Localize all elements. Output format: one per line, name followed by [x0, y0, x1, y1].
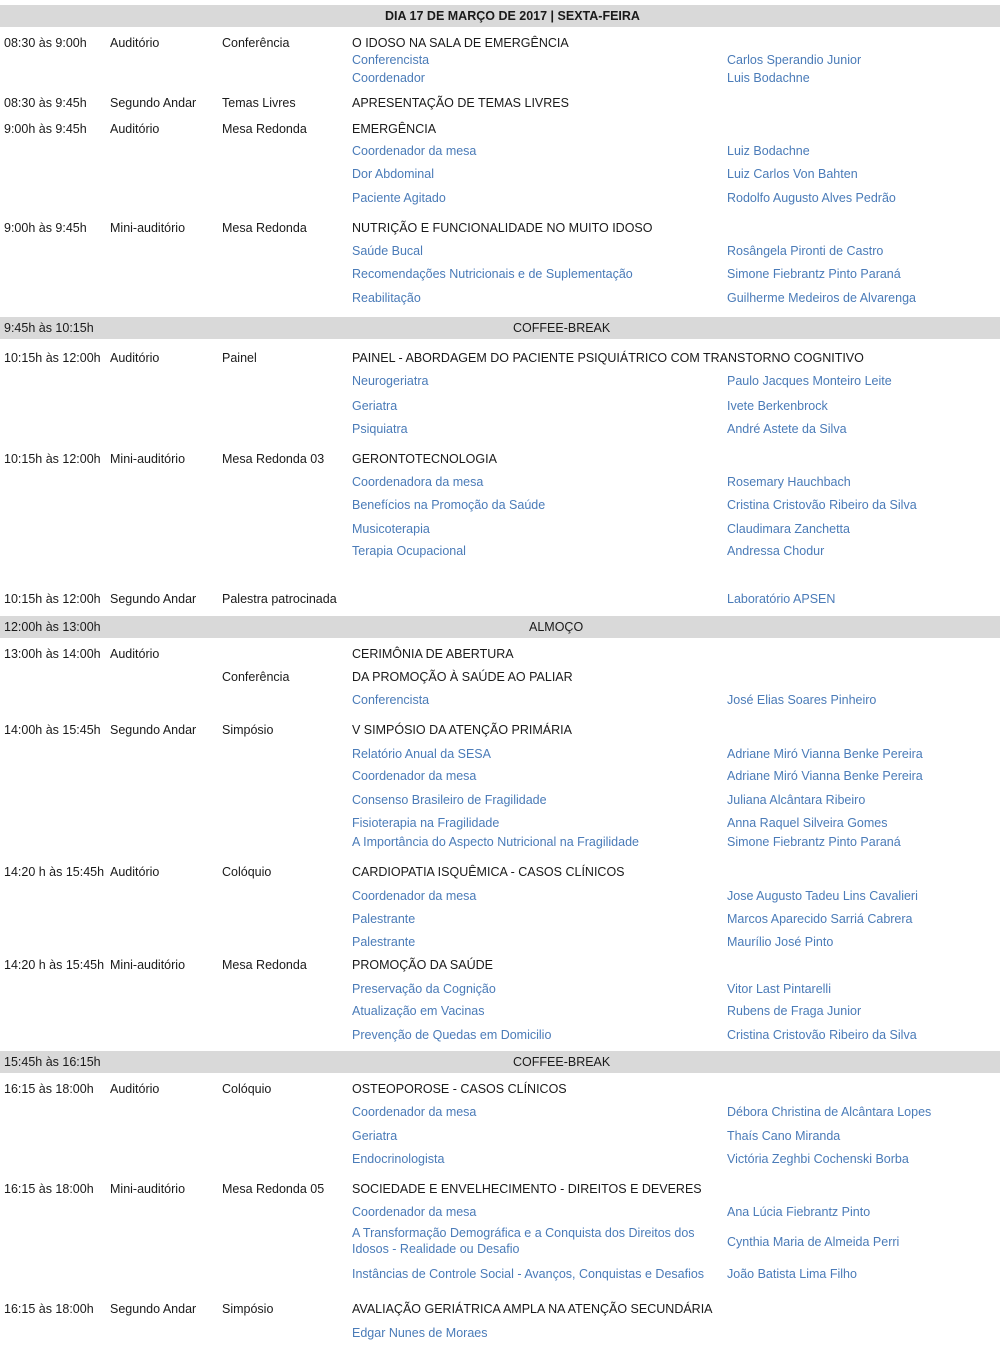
session-role: Conferencista [352, 53, 430, 67]
session-person: Claudimara Zanchetta [727, 522, 850, 536]
break-time: 15:45h às 16:15h [4, 1055, 101, 1069]
session-role: Coordenador da mesa [352, 769, 477, 783]
session-role: A Transformação Demográfica e a Conquista dos Direitos dos Idosos - Realidade ou Desafio [352, 1226, 695, 1256]
session-title: CARDIOPATIA ISQUÊMICA - CASOS CLÍNICOS [352, 865, 625, 879]
break-time: 9:45h às 10:15h [4, 321, 94, 335]
session-title: O IDOSO NA SALA DE EMERGÊNCIA [352, 36, 569, 50]
session-role: Endocrinologista [352, 1152, 445, 1166]
session-role: Palestrante [352, 935, 416, 949]
session-type: Colóquio [222, 865, 272, 879]
session-person: Thaís Cano Miranda [727, 1129, 841, 1143]
session-person: Rubens de Fraga Junior [727, 1004, 862, 1018]
session-person: Adriane Miró Vianna Benke Pereira [727, 747, 923, 761]
session-role: Terapia Ocupacional [352, 544, 466, 558]
session-person: João Batista Lima Filho [727, 1267, 857, 1281]
session-type: Temas Livres [222, 96, 296, 110]
session-role: Coordenador [352, 71, 425, 85]
session-role: Consenso Brasileiro de Fragilidade [352, 793, 547, 807]
break-band [0, 1051, 1000, 1073]
session-role: Neurogeriatra [352, 374, 429, 388]
session-time: 14:20 h às 15:45h [4, 865, 105, 879]
session-role: Psiquiatra [352, 422, 408, 436]
break-time: 12:00h às 13:00h [4, 620, 101, 634]
session-role: Coordenadora da mesa [352, 475, 484, 489]
session-title: GERONTOTECNOLOGIA [352, 452, 497, 466]
session-room: Segundo Andar [110, 1302, 197, 1316]
session-role: Saúde Bucal [352, 244, 423, 258]
session-time: 10:15h às 12:00h [4, 592, 101, 606]
session-person: André Astete da Silva [727, 422, 847, 436]
break-label: COFFEE-BREAK [513, 1055, 611, 1069]
session-type: Conferência [222, 36, 290, 50]
session-person: Simone Fiebrantz Pinto Paraná [727, 835, 901, 849]
session-role: Benefícios na Promoção da Saúde [352, 498, 546, 512]
session-room: Auditório [110, 647, 160, 661]
session-title: AVALIAÇÃO GERIÁTRICA AMPLA NA ATENÇÃO SECUNDÁRIA [352, 1302, 713, 1316]
session-time: 9:00h às 9:45h [4, 221, 87, 235]
session-type: Mesa Redonda [222, 958, 307, 972]
session-title: NUTRIÇÃO E FUNCIONALIDADE NO MUITO IDOSO [352, 221, 653, 235]
session-person: Andressa Chodur [727, 544, 825, 558]
session-role: Palestrante [352, 912, 416, 926]
session-person: Luiz Carlos Von Bahten [727, 167, 858, 181]
session-type: Conferência [222, 670, 290, 684]
session-role: Prevenção de Quedas em Domicilio [352, 1028, 552, 1042]
session-person: Laboratório APSEN [727, 592, 836, 606]
session-title: SOCIEDADE E ENVELHECIMENTO - DIREITOS E DEVERES [352, 1182, 702, 1196]
session-type: Simpósio [222, 1302, 274, 1316]
session-person: Victória Zeghbi Cochenski Borba [727, 1152, 909, 1166]
session-role: Coordenador da mesa [352, 889, 477, 903]
session-person: Carlos Sperandio Junior [727, 53, 862, 67]
session-person: Paulo Jacques Monteiro Leite [727, 374, 892, 388]
session-person: Ana Lúcia Fiebrantz Pinto [727, 1205, 871, 1219]
session-title: EMERGÊNCIA [352, 122, 437, 136]
session-title: CERIMÔNIA DE ABERTURA [352, 647, 514, 661]
break-label: ALMOÇO [529, 620, 584, 634]
session-room: Segundo Andar [110, 592, 197, 606]
session-title: DA PROMOÇÃO À SAÚDE AO PALIAR [352, 670, 573, 684]
session-role: Coordenador da mesa [352, 1105, 477, 1119]
session-type: Mesa Redonda 05 [222, 1182, 325, 1196]
session-room: Auditório [110, 122, 160, 136]
session-person: Guilherme Medeiros de Alvarenga [727, 291, 916, 305]
session-role: Preservação da Cognição [352, 982, 496, 996]
session-person: Maurílio José Pinto [727, 935, 834, 949]
session-role: Musicoterapia [352, 522, 430, 536]
session-time: 9:00h às 9:45h [4, 122, 87, 136]
break-band [0, 616, 1000, 638]
session-type: Mesa Redonda 03 [222, 452, 325, 466]
session-title: PAINEL - ABORDAGEM DO PACIENTE PSIQUIÁTRICO COM TRANSTORNO COGNITIVO [352, 351, 864, 365]
session-type: Mesa Redonda [222, 122, 307, 136]
session-person: Rosemary Hauchbach [727, 475, 851, 489]
session-time: 10:15h às 12:00h [4, 351, 101, 365]
session-title: PROMOÇÃO DA SAÚDE [352, 958, 493, 972]
session-role: Coordenador da mesa [352, 1205, 477, 1219]
session-role: Fisioterapia na Fragilidade [352, 816, 500, 830]
session-person: Ivete Berkenbrock [727, 399, 828, 413]
day-header [0, 5, 1000, 27]
session-room: Auditório [110, 351, 160, 365]
session-time: 16:15 às 18:00h [4, 1082, 94, 1096]
session-type: Colóquio [222, 1082, 272, 1096]
session-role: Relatório Anual da SESA [352, 747, 491, 761]
session-role: Atualização em Vacinas [352, 1004, 485, 1018]
session-role: Instâncias de Controle Social - Avanços, Conquistas e Desafios [352, 1267, 705, 1281]
session-room: Segundo Andar [110, 96, 197, 110]
session-room: Auditório [110, 1082, 160, 1096]
session-person: Anna Raquel Silveira Gomes [727, 816, 888, 830]
session-title: APRESENTAÇÃO DE TEMAS LIVRES [352, 96, 569, 110]
session-time: 16:15 às 18:00h [4, 1302, 94, 1316]
session-role: Coordenador da mesa [352, 144, 477, 158]
session-room: Mini-auditório [110, 221, 186, 235]
session-role: Dor Abdominal [352, 167, 434, 181]
session-person: Simone Fiebrantz Pinto Paraná [727, 267, 901, 281]
break-label: COFFEE-BREAK [513, 321, 611, 335]
session-room: Segundo Andar [110, 723, 197, 737]
break-band [0, 317, 1000, 339]
session-person: Cristina Cristovão Ribeiro da Silva [727, 1028, 917, 1042]
session-type: Simpósio [222, 723, 274, 737]
session-role: Geriatra [352, 399, 398, 413]
session-person: José Elias Soares Pinheiro [727, 693, 877, 707]
session-type: Painel [222, 351, 257, 365]
session-title: OSTEOPOROSE - CASOS CLÍNICOS [352, 1082, 567, 1096]
session-room: Mini-auditório [110, 452, 186, 466]
session-person: Cynthia Maria de Almeida Perri [727, 1235, 900, 1249]
session-time: 13:00h às 14:00h [4, 647, 101, 661]
session-role: Edgar Nunes de Moraes [352, 1326, 488, 1340]
session-room: Mini-auditório [110, 1182, 186, 1196]
session-time: 16:15 às 18:00h [4, 1182, 94, 1196]
session-person: Luiz Bodachne [727, 144, 810, 158]
session-time: 14:20 h às 15:45h [4, 958, 105, 972]
day-title: DIA 17 DE MARÇO DE 2017 | SEXTA-FEIRA [385, 9, 640, 23]
session-type: Mesa Redonda [222, 221, 307, 235]
session-role: Paciente Agitado [352, 191, 446, 205]
session-person: Rodolfo Augusto Alves Pedrão [727, 191, 896, 205]
session-time: 14:00h às 15:45h [4, 723, 101, 737]
session-person: Débora Christina de Alcântara Lopes [727, 1105, 932, 1119]
session-role: Recomendações Nutricionais e de Suplementação [352, 267, 633, 281]
session-role: Reabilitação [352, 291, 421, 305]
session-room: Auditório [110, 36, 160, 50]
session-person: Vitor Last Pintarelli [727, 982, 831, 996]
session-time: 08:30 às 9:00h [4, 36, 87, 50]
session-title: V SIMPÓSIO DA ATENÇÃO PRIMÁRIA [352, 723, 572, 737]
session-person: Luis Bodachne [727, 71, 810, 85]
session-time: 10:15h às 12:00h [4, 452, 101, 466]
session-role: Geriatra [352, 1129, 398, 1143]
session-time: 08:30 às 9:45h [4, 96, 87, 110]
session-person: Rosângela Pironti de Castro [727, 244, 884, 258]
session-person: Cristina Cristovão Ribeiro da Silva [727, 498, 917, 512]
session-person: Juliana Alcântara Ribeiro [727, 793, 866, 807]
session-room: Auditório [110, 865, 160, 879]
session-room: Mini-auditório [110, 958, 186, 972]
session-role: Conferencista [352, 693, 430, 707]
session-role: A Importância do Aspecto Nutricional na Fragilidade [352, 835, 639, 849]
session-person: Marcos Aparecido Sarriá Cabrera [727, 912, 913, 926]
session-type: Palestra patrocinada [222, 592, 337, 606]
session-person: Adriane Miró Vianna Benke Pereira [727, 769, 923, 783]
session-person: Jose Augusto Tadeu Lins Cavalieri [727, 889, 918, 903]
